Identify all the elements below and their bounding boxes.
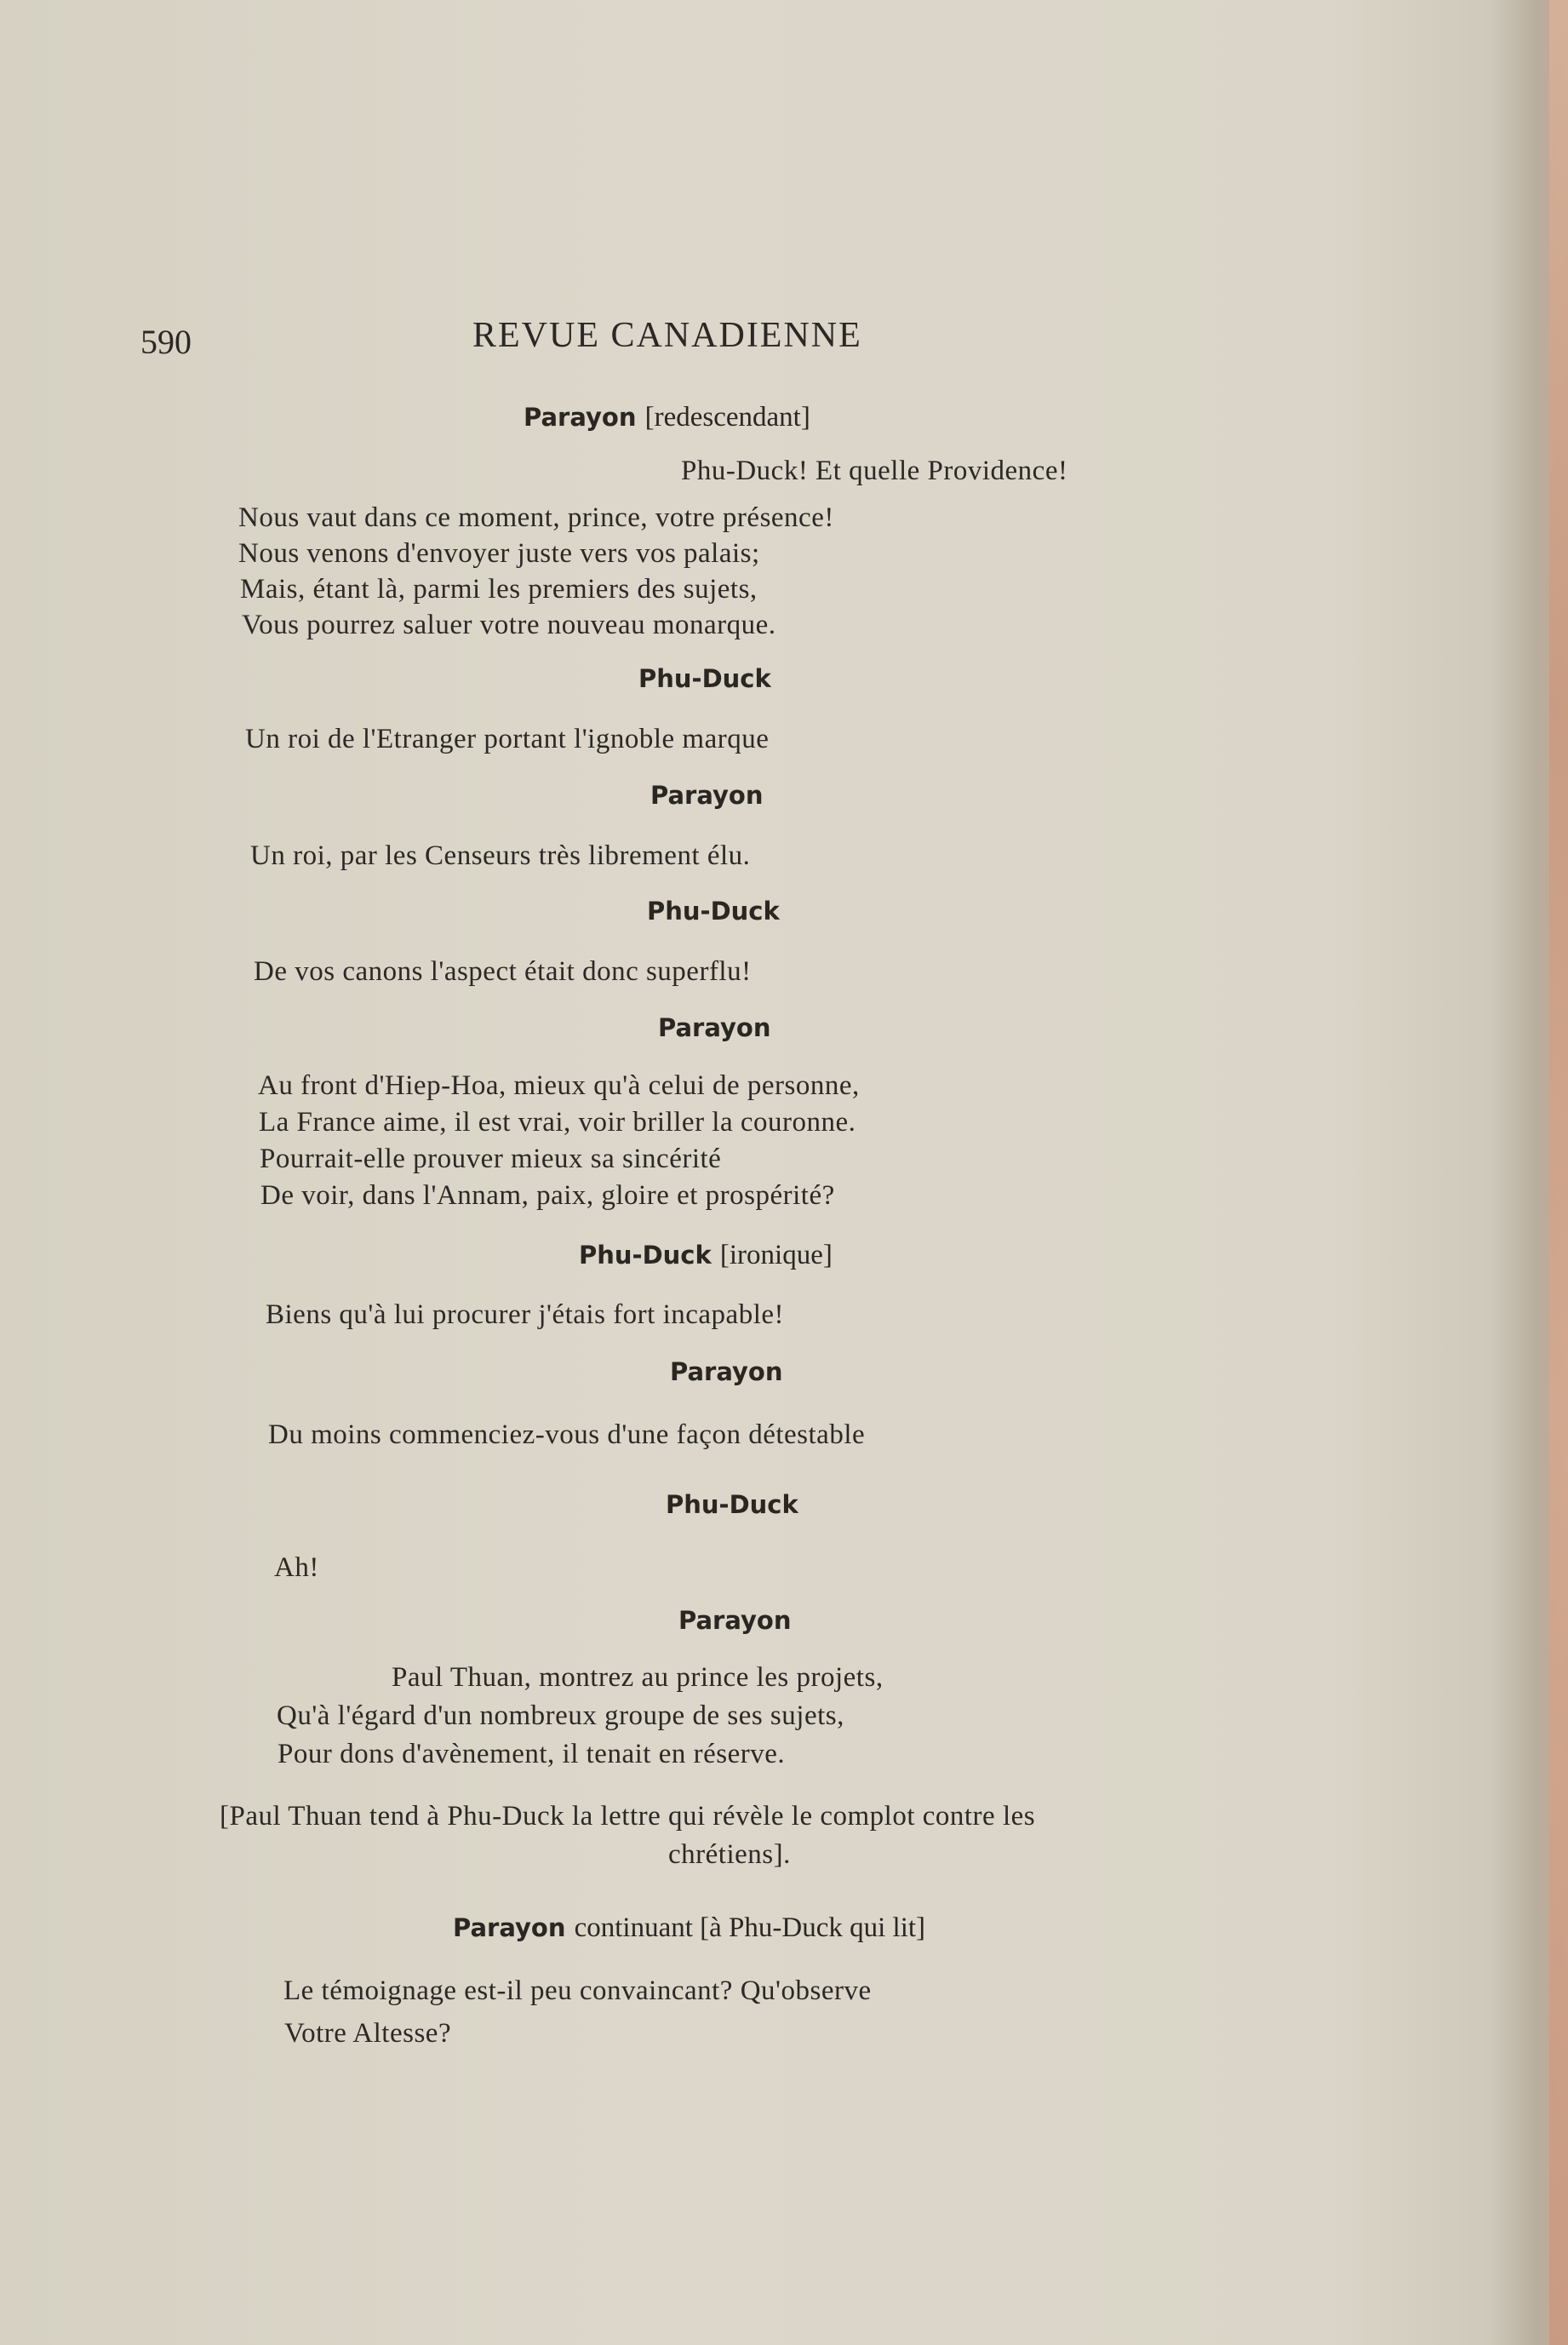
verse-line: Paul Thuan, montrez au prince les projets, [392, 1662, 884, 1693]
speaker-heading [579, 1240, 833, 1271]
stage-direction: [ironique] [719, 1240, 833, 1270]
stage-direction: continuant [à Phu-Duck qui lit] [574, 1912, 926, 1943]
speaker-name: Phu-Duck [647, 897, 780, 926]
verse-line: De vos canons l'aspect était donc superflu! [254, 956, 752, 987]
verse-line: Vous pourrez saluer votre nouveau monarque. [242, 610, 776, 640]
verse-line: Un roi de l'Etranger portant l'ignoble marque [245, 724, 770, 754]
running-title: REVUE CANADIENNE [472, 316, 862, 355]
verse-line: Le témoignage est-il peu convaincant? Qu'observe [283, 1975, 872, 2006]
verse-line: La France aime, il est vrai, voir briller la couronne. [259, 1107, 856, 1138]
verse-line: De voir, dans l'Annam, paix, gloire et prospérité? [260, 1180, 835, 1211]
stage-direction-line: chrétiens]. [668, 1839, 791, 1870]
speaker-name: Parayon [670, 1357, 783, 1386]
speaker-name: Phu-Duck [666, 1490, 798, 1519]
page-header [140, 307, 932, 361]
verse-line: Ah! [274, 1552, 319, 1583]
verse-line: Phu-Duck! Et quelle Providence! [681, 456, 1068, 486]
speaker-name: Parayon [453, 1913, 566, 1942]
speaker-heading [524, 402, 810, 433]
stage-direction-line: [Paul Thuan tend à Phu-Duck la lettre qui révèle le complot contre les [220, 1801, 1036, 1832]
verse-line: Votre Altesse? [284, 2018, 452, 2049]
stage-direction: [redescendant] [644, 402, 810, 433]
verse-line: Pourrait-elle prouver mieux sa sincérité [260, 1144, 722, 1174]
speaker-name: Parayon [678, 1606, 792, 1635]
verse-line: Qu'à l'égard d'un nombreux groupe de ses sujets, [277, 1700, 844, 1731]
verse-line: Mais, étant là, parmi les premiers des sujets, [240, 574, 758, 605]
speaker-heading [453, 1912, 925, 1944]
page-number: 590 [140, 323, 192, 361]
speaker-name: Parayon [524, 403, 637, 432]
speaker-name: Phu-Duck [638, 664, 771, 693]
speaker-name: Phu-Duck [579, 1241, 712, 1270]
speaker-name: Parayon [658, 1013, 771, 1042]
verse-line: Un roi, par les Censeurs très librement élu. [250, 840, 751, 871]
verse-line: Pour dons d'avènement, il tenait en réserve. [278, 1739, 786, 1769]
verse-line: Du moins commenciez-vous d'une façon détestable [268, 1419, 866, 1450]
verse-line: Au front d'Hiep-Hoa, mieux qu'à celui de personne, [258, 1070, 860, 1101]
verse-line: Biens qu'à lui procurer j'étais fort incapable! [266, 1299, 785, 1330]
verse-line: Nous vaut dans ce moment, prince, votre présence! [238, 502, 834, 533]
verse-line: Nous venons d'envoyer juste vers vos palais; [238, 538, 760, 569]
speaker-name: Parayon [650, 781, 764, 810]
